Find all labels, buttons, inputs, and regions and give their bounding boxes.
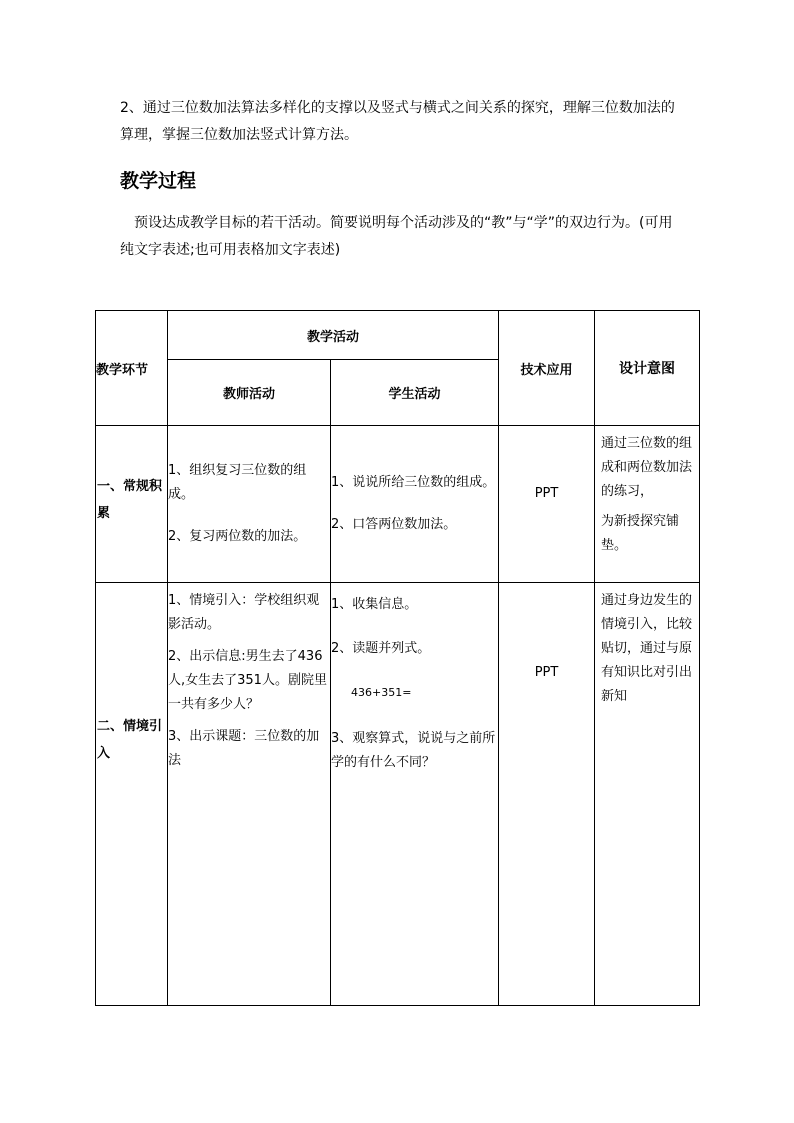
header-stage: 教学环节 bbox=[96, 311, 168, 426]
intent-text: 为新授探究铺垫。 bbox=[601, 514, 680, 553]
lesson-plan-table bbox=[95, 310, 700, 1006]
tech-label: PPT bbox=[534, 486, 559, 501]
student-activity-equation: 436+351= bbox=[351, 686, 412, 699]
student-activity-item: 3、观察算式，说说与之前所学的有什么不同？ bbox=[331, 731, 496, 770]
stage-label: 二、情境引入 bbox=[97, 719, 163, 761]
teacher-activity-item: 3、出示课题：三位数的加法 bbox=[168, 729, 320, 768]
instructions-paragraph bbox=[120, 210, 680, 264]
objective-paragraph bbox=[120, 95, 680, 149]
student-activity-cell bbox=[331, 426, 499, 583]
tech-cell bbox=[499, 426, 595, 583]
student-activity-item: 1、说说所给三位数的组成。 bbox=[331, 475, 496, 490]
stage-cell bbox=[96, 426, 168, 583]
tech-cell bbox=[499, 583, 595, 1006]
teacher-activity-item: 1、情境引入：学校组织观影活动。 bbox=[168, 593, 320, 632]
header-activities: 教学活动 bbox=[168, 311, 499, 360]
teacher-activity-item: 2、复习两位数的加法。 bbox=[168, 529, 307, 544]
instructions-text: 预设达成教学目标的若干活动。简要说明每个活动涉及的“教”与“学”的双边行为。(可用纯文字表述;也可用表格加文字表述) bbox=[120, 215, 673, 258]
intent-cell bbox=[595, 583, 700, 1006]
stage-label: 一、常规积累 bbox=[97, 479, 163, 521]
student-activity-item: 2、读题并列式。 bbox=[331, 641, 431, 656]
table-row bbox=[96, 426, 700, 583]
teacher-activity-item: 1、组织复习三位数的组成。 bbox=[168, 463, 307, 502]
teacher-activity-cell bbox=[168, 583, 331, 1006]
section-title: 教学过程 bbox=[120, 170, 197, 192]
intent-cell bbox=[595, 426, 700, 583]
header-intent: 设计意图 bbox=[595, 311, 700, 426]
objective-text: 2、通过三位数加法算法多样化的支撑以及竖式与横式之间关系的探究，理解三位数加法的算理，掌握三位数加法竖式计算方法。 bbox=[120, 100, 675, 143]
student-activity-cell bbox=[331, 583, 499, 1006]
tech-label: PPT bbox=[534, 665, 559, 680]
teacher-activity-item: 2、出示信息:男生去了436人,女生去了351人。剧院里一共有多少人？ bbox=[168, 649, 327, 712]
header-student: 学生活动 bbox=[331, 360, 499, 426]
intent-text: 通过身边发生的情境引入，比较贴切，通过与原有知识比对引出新知 bbox=[601, 593, 693, 704]
student-activity-item: 1、收集信息。 bbox=[331, 597, 418, 612]
teacher-activity-cell bbox=[168, 426, 331, 583]
student-activity-item: 2、口答两位数加法。 bbox=[331, 517, 457, 532]
header-teacher: 教师活动 bbox=[168, 360, 331, 426]
table-row bbox=[96, 583, 700, 1006]
intent-text: 通过三位数的组成和两位数加法的练习， bbox=[601, 436, 693, 499]
stage-cell bbox=[96, 583, 168, 1006]
header-tech: 技术应用 bbox=[499, 311, 595, 426]
